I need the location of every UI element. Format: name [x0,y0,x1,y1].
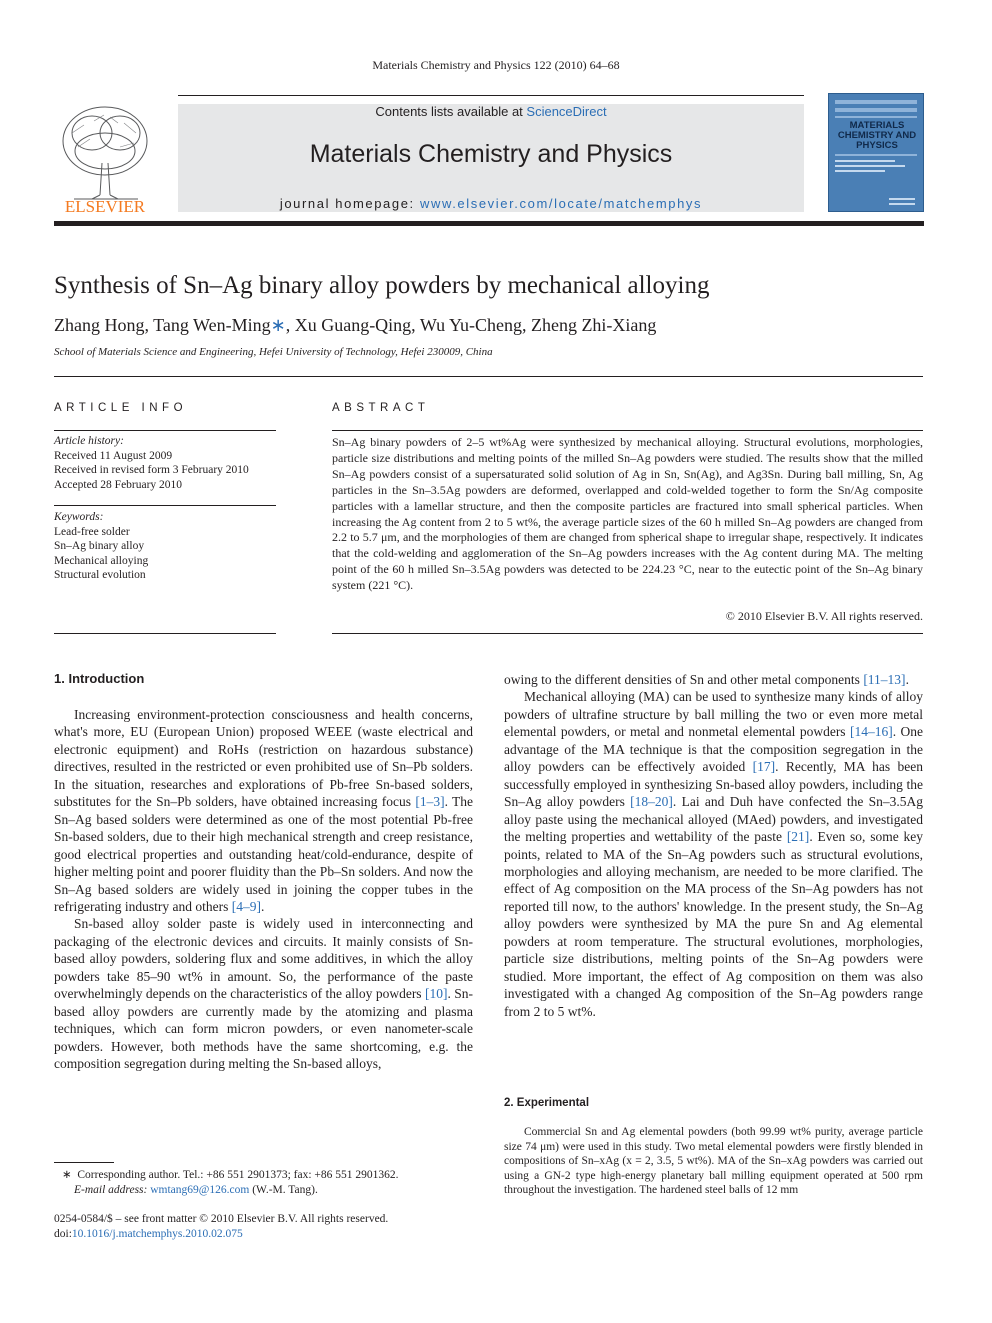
running-head: Materials Chemistry and Physics 122 (2010) 64–68 [372,58,620,72]
header-top-rule [178,95,804,96]
corresponding-author-note [62,1168,472,1183]
homepage-prefix: journal homepage: [279,196,420,211]
header-thick-rule [54,221,924,226]
keyword-item: Lead-free solder [54,525,130,538]
cover-title: MATERIALS CHEMISTRY AND PHYSICS [837,121,917,151]
journal-cover [828,93,924,212]
corresponding-text: Corresponding author. Tel.: +86 551 2901373; fax: +86 551 2901362. [77,1169,399,1181]
abstract-bottom-rule [332,633,923,634]
right-column [504,671,923,1020]
intro-paragraph-2-cont [504,671,923,688]
footnote [62,1168,472,1197]
cover-art [829,94,923,211]
article-info-heading: ARTICLE INFO [54,402,188,414]
affiliation: School of Materials Science and Engineering, Hefei University of Technology, Hefei 230009, China [54,346,493,358]
elsevier-tree-icon [54,103,156,215]
intro-paragraph-1 [54,706,473,915]
intro-paragraph-3 [504,688,923,1020]
article-info-rule [54,430,276,431]
keywords-rule [54,505,276,506]
abstract-copyright: © 2010 Elsevier B.V. All rights reserved. [725,609,923,623]
citation-link[interactable]: [10] [424,986,448,1002]
citation-link[interactable]: [4–9] [231,898,261,914]
text-run: . Sn-based alloy powders are currently made by the atomizing and plasma techniques, which can form micron powders, or even nanometer-scale powders. However, both methods have the same shortcoming, e.g. the composition segregation during melting the Sn-based alloys, [54,986,473,1072]
history-label: Article history: [54,435,124,447]
abstract-rule [332,430,923,431]
text-run: Increasing environment-protection consciousness and health concerns, what's more, EU (European Union) proposed WEEE (waste electrical and electronic equipment) and RoHs (restriction on hazardous substance) directives, resulted in the restricted or even prohibited use of Sn–Pb solders. In the situation, researches and explorations of Pb-free Sn-based solders, substitutes for the Sn–Pb solders, have obtained increasing focus [54,707,473,810]
email-link[interactable]: wmtang69@126.com [150,1183,250,1196]
email-label: E-mail address: [74,1183,151,1196]
journal-homepage [178,196,804,211]
abstract-heading: ABSTRACT [332,402,430,414]
doi-prefix: doi: [54,1227,72,1240]
intro-paragraph-2 [54,915,473,1072]
elsevier-logo [54,103,156,215]
citation-link[interactable]: [18–20] [630,794,673,810]
citation-link[interactable]: [1–3] [415,794,445,810]
text-run: owing to the different densities of Sn and other metal components [504,672,864,687]
footnote-rule [54,1162,114,1163]
article-title: Synthesis of Sn–Ag binary alloy powders by mechanical alloying [54,272,710,299]
elsevier-wordmark: ELSEVIER [64,197,146,215]
text-run: . One advantage of the MA technique is that the composition segregation in the alloy powders can be effectively avoided [504,724,923,775]
issn-line: 0254-0584/$ – see front matter © 2010 Elsevier B.V. All rights reserved. [54,1213,389,1225]
text-run: . Lai and Duh have confected the Sn–3.5Ag alloy paste using the mechanical alloyed (MAed) powders, and investigated the melting properties and wettability of the paste [504,794,923,845]
authors-first: Zhang Hong, Tang Wen-Ming [54,315,271,335]
left-column [54,706,473,1073]
contents-line [178,104,804,119]
footnote-mark: ∗ [62,1169,72,1181]
citation-link[interactable]: [21] [786,829,810,845]
text-run: . [260,898,265,914]
text-run: Sn-based alloy solder paste is widely used in interconnecting and packaging of the electronic devices and circuits. It mainly consists of Sn-based alloy powders, soldering flux and some additives, in which the alloy powders take 85–90 wt% in amount. So, the performance of the paste overwhelmingly depends on the characteristics of the alloy powders [54,916,473,1002]
corresponding-author-mark[interactable]: ∗ [270,315,286,335]
email-suffix: (W.-M. Tang). [249,1183,318,1196]
email-line [62,1183,472,1198]
contents-prefix: Contents lists available at [375,104,527,119]
citation-link[interactable]: [11–13] [863,672,906,687]
journal-title: Materials Chemistry and Physics [309,140,673,168]
authors-rest: , Xu Guang-Qing, Wu Yu-Cheng, Zheng Zhi-Xiang [285,315,657,335]
doi-line [54,1227,474,1242]
accepted-date: Accepted 28 February 2010 [54,478,183,491]
title-rule [54,376,923,377]
doi-link[interactable]: 10.1016/j.matchemphys.2010.02.075 [71,1227,243,1240]
keywords [54,510,278,583]
section-heading-introduction: 1. Introduction [54,671,145,686]
revised-date: Received in revised form 3 February 2010 [54,464,249,476]
article-history [54,434,278,492]
citation-link[interactable]: [17] [752,759,776,775]
homepage-link[interactable]: www.elsevier.com/locate/matchemphys [419,196,703,211]
experimental-text-block [504,1125,923,1198]
text-run: . [905,672,909,687]
text-run: Mechanical alloying (MA) can be used to synthesize many kinds of alloy powders of ultrafine structure by ball milling the two or even more metal elemental powders, or metal and nonmetal elemental powders [504,689,923,740]
authors [54,315,656,336]
article-info-bottom-rule [54,633,276,634]
front-matter [54,1212,474,1241]
text-run: . Even so, some key points, related to MA of the Sn–Ag powders such as structural evolutions, morphologies and alloying mechanism, are needed to be more clarified. The effect of Ag composition on the MA process of the Sn–Ag powders has not reported till now, to the authors' knowledge. In the present study, the Sn–Ag alloy powders were synthesized by MA the pure Sn and Ag elemental powders at room temperature. The structural evolutiones, morphologies, particle size distributions, melting points of the Sn–Ag powders were studied. More important, the effect of Ag composition on them was also investigated with a changed Ag composition of the Sn–Ag powders range from 2 to 5 wt%. [504,829,923,1019]
keyword-item: Sn–Ag binary alloy [54,540,145,552]
sciencedirect-link[interactable]: ScienceDirect [526,104,607,119]
text-run: . The Sn–Ag based solders were determined as one of the most potential Pb-free Sn-based solders, due to their high mechanical strength and creep resistance, good electrical properties and outstanding heat/cold-endurance, despite of higher melting point and poorer fluidity than the Pb–Sn solders. And now the Sn–Ag based solders are widely used in joining the copper tubes in the refrigerating industry and others [54,794,473,914]
citation-link[interactable]: [14–16] [849,724,893,740]
received-date: Received 11 August 2009 [54,449,173,462]
text-run: . Recently, MA has been successfully employed in synthesizing Sn-based alloy powders, including the Sn–Ag alloy powders [504,759,923,810]
keyword-item: Mechanical alloying [54,554,149,567]
experimental-paragraph: Commercial Sn and Ag elemental powders (both 99.99 wt% purity, average particle size 74 μm) were used in this study. Two metal elemental powders were firstly blended in compositions of Sn–xAg (x = 2, 3.5, 5 wt%). MA of the Sn–xAg powders was carried out using a GN-2 type high-energy planetary ball milling equipment operated at 500 rpm throughout the investigation. The hardened steel balls of 12 mm [504,1126,923,1196]
keywords-label: Keywords: [54,511,104,523]
abstract-text: Sn–Ag binary powders of 2–5 wt%Ag were synthesized by mechanical alloying. Structural evolutions, morphologies, particle size distributions and melting points of the milled Sn–Ag powders were studied. The results show that the milled Sn–Ag powders consist of a supersaturated solid solution of Ag in Sn, Sn(Ag), and Ag3Sn. During ball milling, Sn, Ag particles in the Sn–3.5Ag powders are deformed, overlapped and cold-welded together to form the Sn/Ag composite particles with a lamellar structure, and then the composite particles are fractured into small spherical particles. When increasing the Ag content from 2 to 5 wt%, the average particle sizes of the 60 h milled Sn–Ag powders are changed from 2.2 to 5.7 μm, and the morphologies of them are changed from spherical shape to irregular shape, respectively. It indicates that the cold-welding and agglomeration of the Sn–Ag powders increases with the Ag content during MA. The melting point of the 60 h milled Sn–3.5Ag powders was detected to be 224.23 °C, near to the eutectic point of the Sn–Ag binary system (221 °C). [332,435,923,593]
section-heading-experimental: 2. Experimental [504,1097,590,1109]
keyword-item: Structural evolution [54,569,146,581]
